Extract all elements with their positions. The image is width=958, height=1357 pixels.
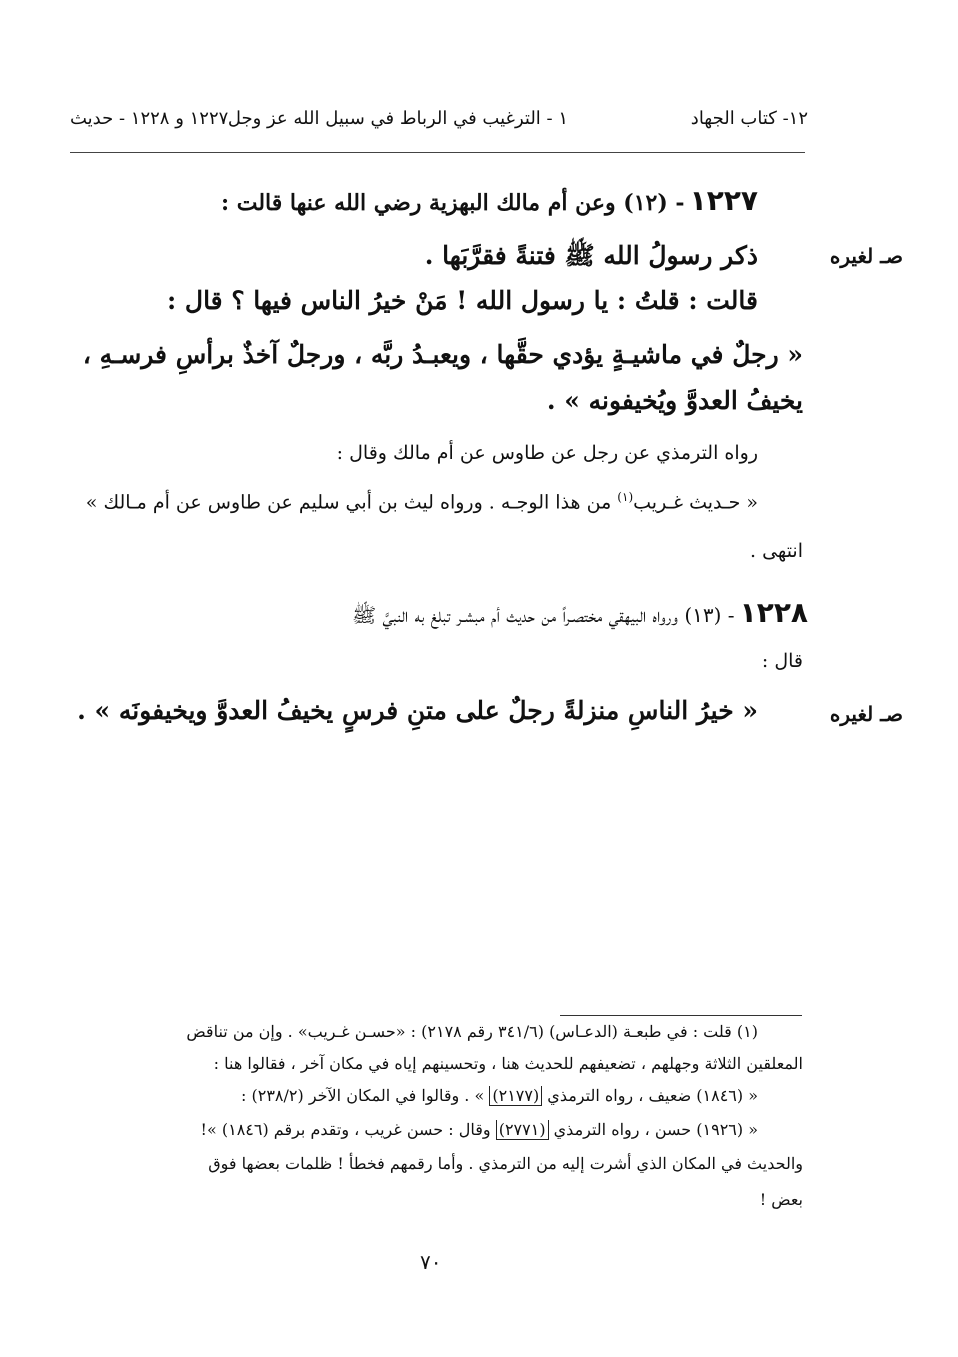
hadith-1227-end: انتهى .: [750, 540, 803, 562]
grade-label: صـ لغيره: [829, 244, 903, 268]
hadith-1227-source: رواه الترمذي عن رجل عن طاوس عن أم مالك وقال :: [336, 442, 758, 464]
quote-part2: من هذا الوجـه . ورواه ليث بن أبي سليم عن طاوس عن أم مـالك »: [85, 491, 618, 514]
footnote-line4: [201, 1120, 758, 1139]
hadith-1228-line1: [352, 596, 808, 632]
page-number: ٧٠: [420, 1250, 442, 1274]
hadith-number: ١٢٢٨: [739, 596, 808, 629]
header-section-title: ١ - الترغيب في الرباط في سبيل الله عز وجل: [227, 108, 568, 129]
fn-ref-boxed: (٢١٧٧): [489, 1086, 542, 1106]
quote-part1: « حـديث غـريب: [633, 491, 758, 514]
footnote-line5: والحديث في المكان الذي أشرت إليه من الترمذي . وأما رقمهم فخطأ ! ظلمات بعضها فوق: [208, 1154, 803, 1173]
hadith-1227-line5: يخيفُ العدوَّ ويُخيفونه » .: [546, 386, 803, 415]
footnote-line1: (١) قلت : في طبعـة (الدعـاس) (٣٤١/٦ رقم ٢١٧٨) : «حسـن غـريب» . وإن من تناقض: [186, 1022, 758, 1041]
hadith-1227-line3: قالت : قلتُ : يا رسول الله ! مَنْ خيرُ الناس فيها ؟ قال :: [166, 286, 758, 315]
hadith-intro: - (١٣) ورواه البيهقي مختصـراً من حديث أم مبشـر تبلغ به النبيَّ ﷺ: [351, 603, 735, 627]
hadith-1227-line4: « رجلٌ في ماشيـةٍ يؤدي حقَّها ، ويعبـدُ ربَّه ، ورجلٌ آخذٌ برأسِ فرسـهِ ،: [82, 340, 803, 369]
footnote-ref: (١): [617, 490, 634, 504]
hadith-1227-line2: ذكر رسولُ الله ﷺ فتنةً فقرَّبَها .: [424, 241, 758, 270]
footnote-rule: [560, 1015, 802, 1016]
hadith-intro: - (١٢) وعن أم مالك البهزية رضي الله عنها قالت :: [220, 190, 685, 216]
hadith-1227-line1: [221, 184, 758, 217]
header-rule: [70, 152, 805, 153]
header-chapter: ١٢- كتاب الجهاد: [690, 108, 808, 129]
footnote-line6: بعض !: [759, 1190, 803, 1209]
fn-text: » . وقالوا في المكان الآخر (٢٣٨/٢) :: [241, 1086, 490, 1105]
header-hadith-range: ١٢٢٧ و ١٢٢٨ - حديث: [70, 108, 229, 129]
hadith-1228-line2: قال :: [761, 650, 803, 672]
hadith-number: ١٢٢٧: [689, 184, 758, 217]
fn-ref-boxed: (٢٧٧١): [496, 1120, 549, 1140]
hadith-1227-quote: [86, 490, 758, 513]
fn-text: « (١٩٢٦) حسن ، رواه الترمذي: [548, 1120, 758, 1139]
hadith-1228-text: « خيرُ الناسِ منزلةً رجلٌ على متنِ فرسٍ يخيفُ العدوَّ ويخيفونَه » .: [77, 696, 758, 725]
footnote-line3: [241, 1086, 758, 1105]
footnote-line2: المعلقين الثلاثة وجهلهم ، تضعيفهم للحديث هنا ، وتحسينهم إياه في مكان آخر ، فقالوا هنا :: [213, 1054, 803, 1073]
fn-text: « (١٨٤٦) ضعيف ، رواه الترمذي: [542, 1086, 758, 1105]
fn-text: وقال : حسن غريب ، وتقدم برقم (١٨٤٦) »!: [200, 1120, 496, 1139]
grade-label: صـ لغيره: [829, 702, 903, 726]
